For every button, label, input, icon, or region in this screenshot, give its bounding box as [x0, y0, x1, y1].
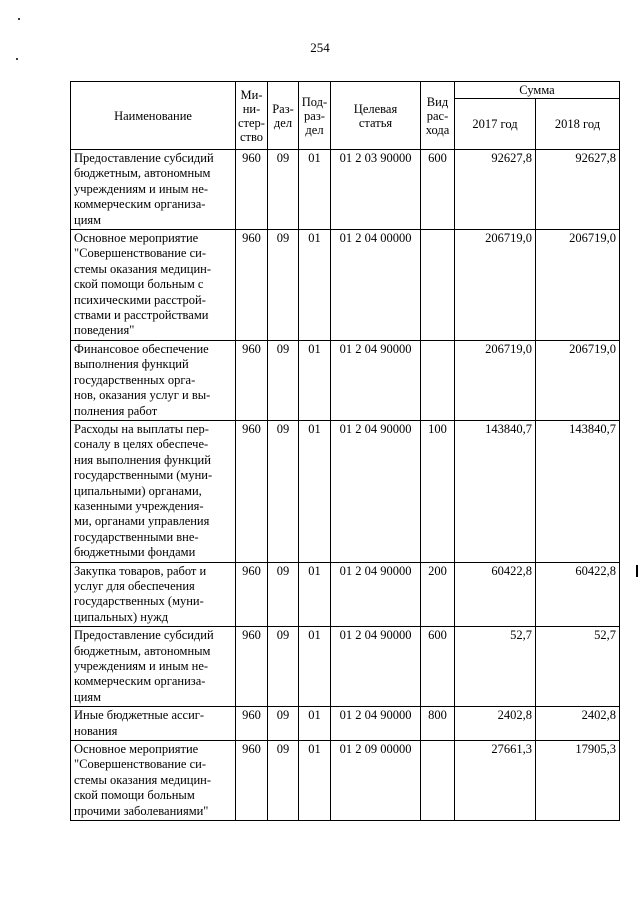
- row-subsection: 01: [299, 340, 331, 420]
- row-name: Закупка товаров, работ и услуг для обеспечения государственных (муни- ципальных) нужд: [71, 562, 236, 627]
- row-subsection: 01: [299, 420, 331, 562]
- row-target: 01 2 04 90000: [331, 340, 421, 420]
- row-subsection: 01: [299, 562, 331, 627]
- row-section: 09: [268, 150, 299, 230]
- row-target: 01 2 04 90000: [331, 420, 421, 562]
- row-section: 09: [268, 340, 299, 420]
- header-expense-type: Вид рас- хода: [421, 82, 455, 150]
- row-sum-2017: 143840,7: [455, 420, 536, 562]
- row-ministry: 960: [236, 741, 268, 821]
- row-target: 01 2 04 90000: [331, 627, 421, 707]
- row-name: Предоставление субсидий бюджетным, автономным учреждениям и иным не- коммерческим организа- циям: [71, 627, 236, 707]
- row-expense-type: 600: [421, 150, 455, 230]
- header-section: Раз- дел: [268, 82, 299, 150]
- header-name: Наименование: [71, 82, 236, 150]
- row-section: 09: [268, 562, 299, 627]
- row-target: 01 2 04 90000: [331, 562, 421, 627]
- row-target: 01 2 09 00000: [331, 741, 421, 821]
- table-row: [71, 150, 620, 230]
- row-sum-2018: 143840,7: [536, 420, 620, 562]
- row-sum-2017: 60422,8: [455, 562, 536, 627]
- row-target: 01 2 03 90000: [331, 150, 421, 230]
- table-row: [71, 707, 620, 741]
- row-name: Финансовое обеспечение выполнения функций государственных орга- нов, оказания услуг и вы- полнения работ: [71, 340, 236, 420]
- row-section: 09: [268, 420, 299, 562]
- row-section: 09: [268, 627, 299, 707]
- row-sum-2017: 92627,8: [455, 150, 536, 230]
- row-sum-2017: 52,7: [455, 627, 536, 707]
- header-year-2017: 2017 год: [455, 99, 536, 150]
- row-section: 09: [268, 230, 299, 341]
- row-target: 01 2 04 00000: [331, 230, 421, 341]
- row-name: Расходы на выплаты пер- соналу в целях обеспече- ния выполнения функций государственными (муни- ципальными) органами, казенными учреждения- ми, органами управления государственными вне- бюджетными фондами: [71, 420, 236, 562]
- row-name: Основное мероприятие "Совершенствование си- стемы оказания медицин- ской помощи больным прочими заболеваниями": [71, 741, 236, 821]
- row-name: Основное мероприятие "Совершенствование си- стемы оказания медицин- ской помощи больным с психическими расстрой- ствами и расстройствами поведения": [71, 230, 236, 341]
- row-section: 09: [268, 707, 299, 741]
- row-sum-2018: 2402,8: [536, 707, 620, 741]
- scan-dot: [16, 58, 18, 60]
- row-sum-2017: 2402,8: [455, 707, 536, 741]
- row-ministry: 960: [236, 562, 268, 627]
- header-subsection: Под- раз- дел: [299, 82, 331, 150]
- row-sum-2017: 206719,0: [455, 340, 536, 420]
- table-row: [71, 741, 620, 821]
- row-expense-type: [421, 741, 455, 821]
- row-subsection: 01: [299, 627, 331, 707]
- table-row: [71, 627, 620, 707]
- row-ministry: 960: [236, 707, 268, 741]
- row-name: Предоставление субсидий бюджетным, автономным учреждениям и иным не- коммерческим организа- циям: [71, 150, 236, 230]
- row-name: Иные бюджетные ассиг- нования: [71, 707, 236, 741]
- row-expense-type: 200: [421, 562, 455, 627]
- header-ministry: Ми- ни- стер- ство: [236, 82, 268, 150]
- table-row: [71, 340, 620, 420]
- row-expense-type: [421, 230, 455, 341]
- row-sum-2017: 27661,3: [455, 741, 536, 821]
- row-expense-type: 100: [421, 420, 455, 562]
- scan-edge-mark: [636, 565, 638, 577]
- row-ministry: 960: [236, 230, 268, 341]
- row-subsection: 01: [299, 707, 331, 741]
- table-row: [71, 420, 620, 562]
- row-sum-2018: 206719,0: [536, 230, 620, 341]
- row-subsection: 01: [299, 741, 331, 821]
- row-sum-2018: 17905,3: [536, 741, 620, 821]
- row-subsection: 01: [299, 230, 331, 341]
- row-ministry: 960: [236, 420, 268, 562]
- row-expense-type: [421, 340, 455, 420]
- table-row: [71, 562, 620, 627]
- row-target: 01 2 04 90000: [331, 707, 421, 741]
- page-number: 254: [310, 40, 330, 55]
- row-expense-type: 800: [421, 707, 455, 741]
- scan-dot: [18, 18, 20, 20]
- row-ministry: 960: [236, 627, 268, 707]
- header-target: Целевая статья: [331, 82, 421, 150]
- row-sum-2018: 60422,8: [536, 562, 620, 627]
- row-expense-type: 600: [421, 627, 455, 707]
- row-sum-2018: 52,7: [536, 627, 620, 707]
- header-year-2018: 2018 год: [536, 99, 620, 150]
- table-row: [71, 230, 620, 341]
- header-sum: Сумма: [455, 82, 620, 99]
- row-sum-2018: 92627,8: [536, 150, 620, 230]
- row-ministry: 960: [236, 150, 268, 230]
- row-sum-2017: 206719,0: [455, 230, 536, 341]
- row-section: 09: [268, 741, 299, 821]
- budget-table: [70, 81, 620, 821]
- row-sum-2018: 206719,0: [536, 340, 620, 420]
- row-subsection: 01: [299, 150, 331, 230]
- row-ministry: 960: [236, 340, 268, 420]
